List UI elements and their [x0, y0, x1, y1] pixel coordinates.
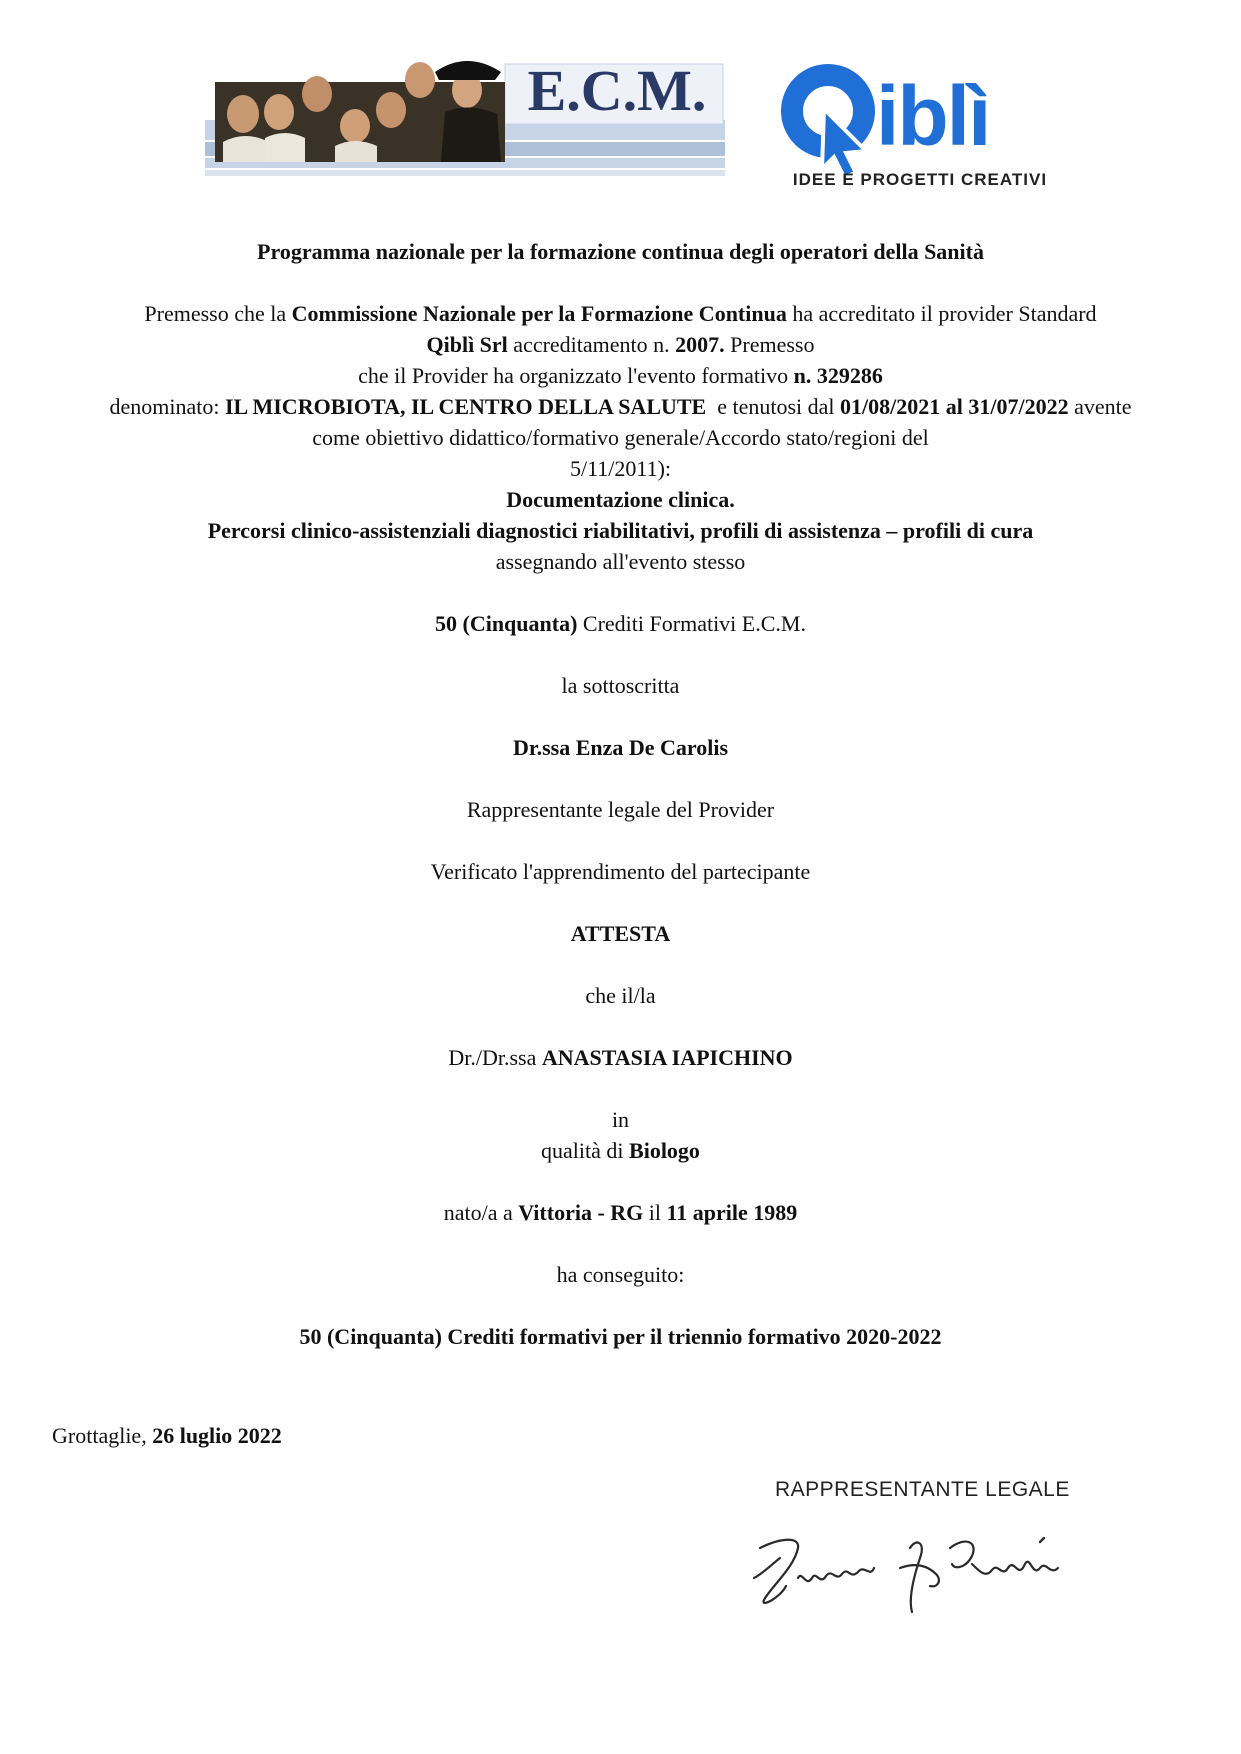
premise-line-5: come obiettivo didattico/formativo generale/Accordo stato/regioni del	[312, 425, 929, 450]
event-credits: 50 (Cinquanta) Crediti Formativi E.C.M.	[435, 611, 806, 636]
ecm-logo	[205, 42, 725, 197]
participant: Dr./Dr.ssa ANASTASIA IAPICHINO	[448, 1045, 793, 1070]
svg-text:E.C.M.: E.C.M.	[527, 58, 707, 123]
in-label: in	[611, 1107, 630, 1132]
achieved-text: ha conseguito:	[556, 1262, 685, 1287]
birth-info: nato/a a Vittoria - RG il 11 aprile 1989	[443, 1200, 798, 1225]
premise-line-1: Premesso che la Commissione Nazionale per la Formazione Continua ha accreditato il provider Standard	[144, 301, 1097, 326]
handwritten-signature	[740, 1508, 1100, 1618]
assigning-text: assegnando all'evento stesso	[495, 549, 746, 574]
premise-line-4: denominato: IL MICROBIOTA, IL CENTRO DELLA SALUTE e tenutosi dal 01/08/2021 al 31/07/2022 avente	[109, 394, 1132, 419]
certificate-body	[50, 236, 1191, 1352]
final-credits: 50 (Cinquanta) Crediti formativi per il triennio formativo 2020-2022	[299, 1324, 942, 1349]
qibli-logo	[780, 55, 1060, 195]
verified-text: Verificato l'apprendimento del partecipante	[430, 859, 811, 884]
attesta: ATTESTA	[570, 921, 671, 946]
signature-title: RAPPRESENTANTE LEGALE	[775, 1478, 1070, 1501]
signer-role: Rappresentante legale del Provider	[466, 797, 775, 822]
premise-line-6: 5/11/2011):	[569, 456, 672, 481]
heading: Programma nazionale per la formazione continua degli operatori della Sanità	[257, 239, 984, 264]
che-il-la: che il/la	[585, 983, 656, 1008]
quality: qualità di Biologo	[541, 1138, 700, 1163]
premise-line-2: Qiblì Srl accreditamento n. 2007. Premesso	[426, 332, 815, 357]
header-logos	[0, 0, 1241, 210]
objective-2: Percorsi clinico-assistenziali diagnostici riabilitativi, profili di assistenza – profili di cura	[207, 518, 1034, 543]
signature-block	[740, 1478, 1100, 1628]
svg-text:iblì: iblì	[876, 69, 990, 163]
svg-text:IDEE E PROGETTI CREATIVI: IDEE E PROGETTI CREATIVI	[792, 170, 1048, 189]
undersigned: la sottoscritta	[561, 673, 680, 698]
place-date: Grottaglie, 26 luglio 2022	[52, 1423, 282, 1448]
signer-name: Dr.ssa Enza De Carolis	[512, 735, 729, 760]
objective-1: Documentazione clinica.	[506, 487, 735, 512]
premise-line-3: che il Provider ha organizzato l'evento formativo n. 329286	[358, 363, 883, 388]
